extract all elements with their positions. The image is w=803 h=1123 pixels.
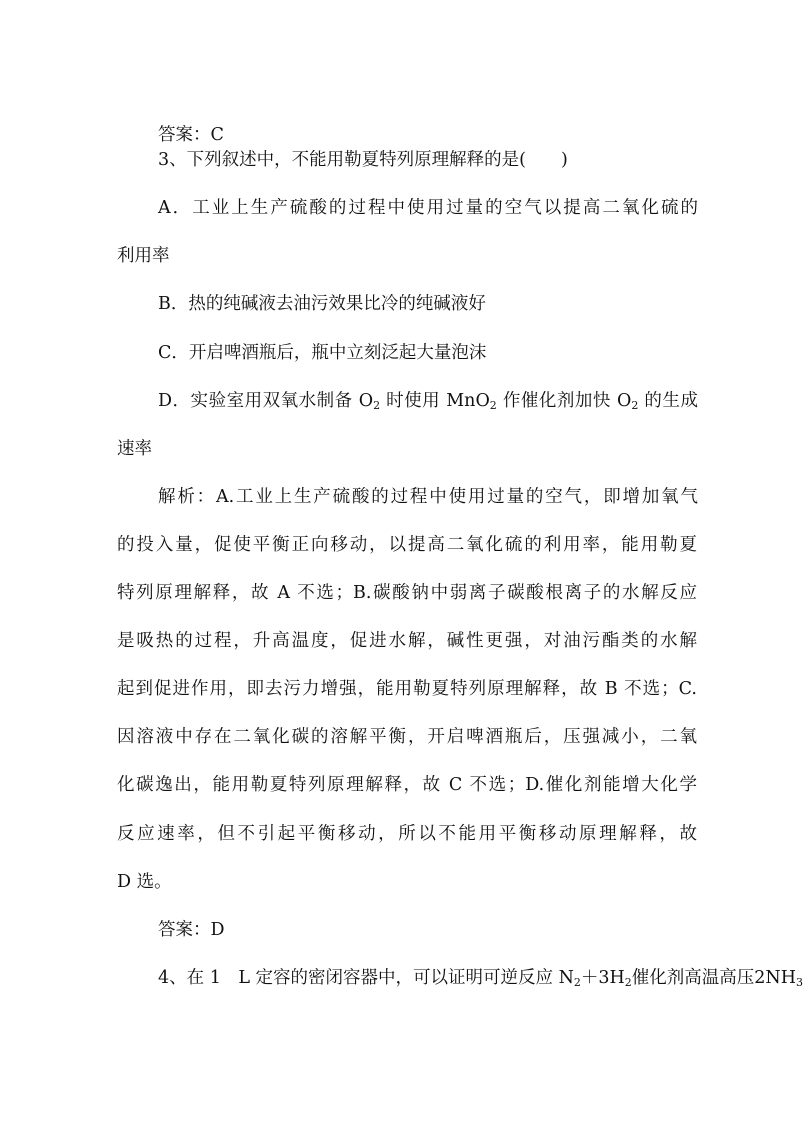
analysis-line-6: 因溶液中存在二氧化碳的溶解平衡，开启啤酒瓶后，压强减小，二氧 — [117, 727, 697, 747]
q3-option-a-line2: 利用率 — [117, 246, 170, 266]
q3-option-d-line1: D．实验室用双氧水制备 $O_2$ 时使用 MnO$_2$ 作催化剂加快 $O_2$ 的生成 — [158, 391, 698, 412]
q3-option-b: B．热的纯碱液去油污效果比冷的纯碱液好 — [158, 294, 486, 314]
analysis-line-5: 起到促进作用，即去污力增强，能用勒夏特列原理解释，故 B 不选；C. — [117, 679, 697, 699]
analysis-line-8: 反应速率，但不引起平衡移动，所以不能用平衡移动原理解释，故 — [117, 824, 697, 844]
q4-stem: 4、在 1 L 定容的密闭容器中，可以证明可逆反应 $N_2+3H_2$催化剂高温高压$2NH_3$ — [158, 968, 803, 989]
analysis-line-9: D 选。 — [117, 872, 172, 892]
analysis-line-4: 是吸热的过程，升高温度，促进水解，碱性更强，对油污酯类的水解 — [117, 631, 697, 651]
answer-q3: 答案：D — [158, 920, 225, 940]
q3-option-a-line1: A．工业上生产硫酸的过程中使用过量的空气以提高二氧化硫的 — [158, 198, 698, 218]
q3-option-d-line2: 速率 — [117, 439, 152, 459]
analysis-line-2: 的投入量，促使平衡正向移动，以提高二氧化硫的利用率，能用勒夏 — [117, 535, 697, 555]
analysis-line-3: 特列原理解释，故 A 不选；B.碳酸钠中弱离子碳酸根离子的水解反应 — [117, 583, 697, 603]
q3-option-c: C．开启啤酒瓶后，瓶中立刻泛起大量泡沫 — [158, 343, 487, 363]
q3-stem: 3、下列叙述中，不能用勒夏特列原理解释的是( ) — [158, 150, 568, 170]
analysis-line-7: 化碳逸出，能用勒夏特列原理解释，故 C 不选；D.催化剂能增大化学 — [117, 775, 697, 795]
analysis-line-1: 解析：A.工业上生产硫酸的过程中使用过量的空气，即增加氧气 — [158, 487, 698, 507]
answer-prev: 答案：C — [158, 125, 224, 145]
